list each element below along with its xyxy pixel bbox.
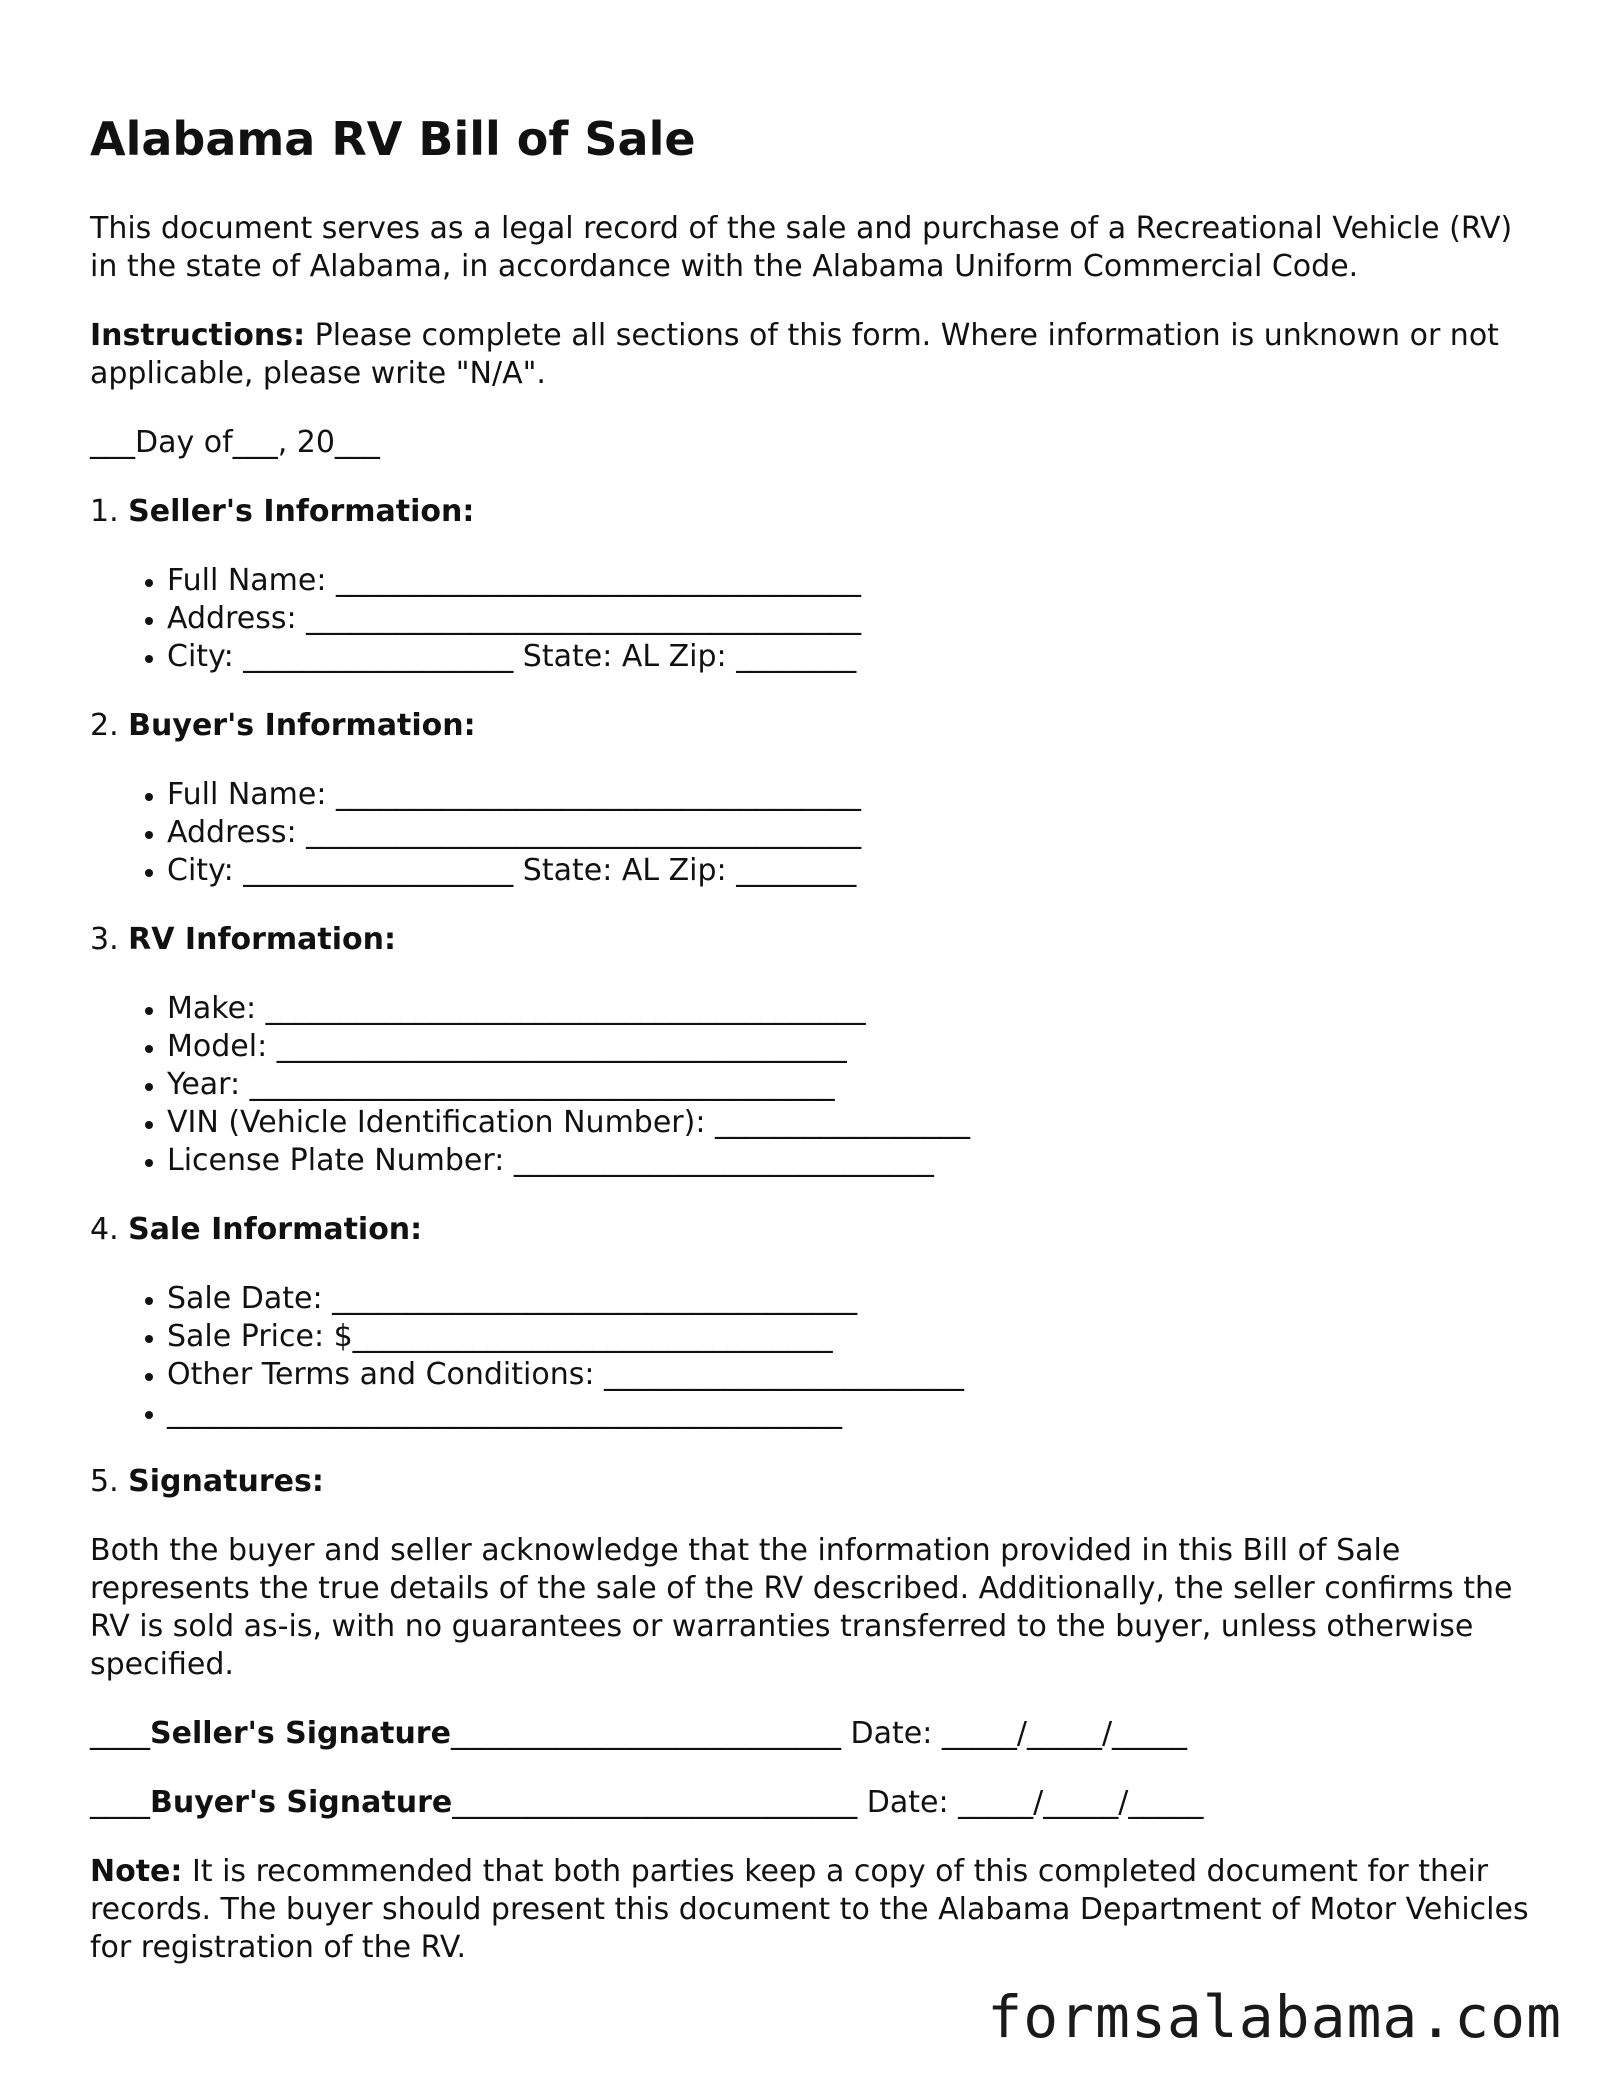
seller-signature-label: Seller's Signature [150, 1716, 451, 1751]
seller-city-state-zip-field[interactable]: • City: __________________ State: AL Zip: ________ [167, 638, 1540, 676]
signature-blank: __________________________ [450, 1716, 841, 1751]
seller-signature-date: Date: _____/_____/_____ [840, 1716, 1188, 1751]
section-number: 4. [90, 1212, 129, 1247]
section-number: 2. [90, 708, 129, 743]
rv-license-plate-field[interactable]: • License Plate Number: ____________________________ [167, 1142, 1540, 1180]
sale-date-field[interactable]: • Sale Date: ___________________________________ [167, 1280, 1540, 1318]
site-watermark: formsalabama.com [987, 1983, 1562, 2051]
intro-paragraph: This document serves as a legal record of the sale and purchase of a Recreational Vehicle (RV) in the state of Alabama, in accordance with the Alabama Uniform Commercial Code. [90, 211, 1513, 284]
section-title: Sale Information: [128, 1212, 423, 1247]
signature-prefix: ____ [90, 1785, 150, 1820]
buyer-section-heading [90, 707, 1540, 745]
sale-price-field[interactable]: • Sale Price: $________________________________ [167, 1318, 1540, 1356]
instructions-paragraph [90, 317, 1540, 393]
document-title: Alabama RV Bill of Sale [90, 112, 696, 166]
note-label: Note: [90, 1854, 183, 1889]
seller-fields-list [90, 562, 1540, 676]
signatures-section-heading [90, 1463, 1540, 1501]
section-number: 3. [90, 922, 129, 957]
rv-vin-field[interactable]: • VIN (Vehicle Identification Number): _________________ [167, 1104, 1540, 1142]
section-title: Seller's Information: [128, 494, 475, 529]
section-title: Signatures: [128, 1464, 324, 1499]
signature-blank: ___________________________ [452, 1785, 858, 1820]
rv-section-heading [90, 921, 1540, 959]
note-text: It is recommended that both parties keep a copy of this completed document for their records. The buyer should present this document to the Alabama Department of Motor Vehicles for registration of the RV. [90, 1854, 1529, 1965]
note-paragraph [90, 1853, 1540, 1967]
sale-section-heading [90, 1211, 1540, 1249]
buyer-fields-list [90, 776, 1540, 890]
section-title: RV Information: [128, 922, 397, 957]
document-page [90, 105, 1540, 1967]
buyer-full-name-field[interactable]: • Full Name: ___________________________________ [167, 776, 1540, 814]
rv-fields-list [90, 990, 1540, 1180]
signature-prefix: ____ [90, 1716, 150, 1751]
seller-address-field[interactable]: • Address: _____________________________________ [167, 600, 1540, 638]
other-terms-continued-field[interactable]: • _____________________________________________ [167, 1394, 1540, 1432]
sale-fields-list [90, 1280, 1540, 1432]
buyer-city-state-zip-field[interactable]: • City: __________________ State: AL Zip: ________ [167, 852, 1540, 890]
section-title: Buyer's Information: [128, 708, 476, 743]
rv-make-field[interactable]: • Make: ________________________________________ [167, 990, 1540, 1028]
rv-year-field[interactable]: • Year: _______________________________________ [167, 1066, 1540, 1104]
acknowledgment-paragraph: Both the buyer and seller acknowledge that the information provided in this Bill of Sale represents the true details of the sale of the RV described. Additionally, the seller confirms the RV is sold as-is, with no guarantees or warranties transferred to the buyer, unless otherwise specified. [90, 1533, 1513, 1682]
section-number: 1. [90, 494, 129, 529]
seller-signature-line[interactable] [90, 1715, 1540, 1753]
rv-model-field[interactable]: • Model: ______________________________________ [167, 1028, 1540, 1066]
seller-full-name-field[interactable]: • Full Name: ___________________________________ [167, 562, 1540, 600]
buyer-signature-date: Date: _____/_____/_____ [857, 1785, 1204, 1820]
seller-section-heading [90, 493, 1540, 531]
section-number: 5. [90, 1464, 129, 1499]
date-line: ___Day of___, 20___ [90, 425, 380, 460]
other-terms-field[interactable]: • Other Terms and Conditions: ________________________ [167, 1356, 1540, 1394]
buyer-address-field[interactable]: • Address: _____________________________________ [167, 814, 1540, 852]
instructions-text: Please complete all sections of this form. Where information is unknown or not applicable, please write "N/A". [90, 318, 1499, 391]
buyer-signature-line[interactable] [90, 1784, 1540, 1822]
buyer-signature-label: Buyer's Signature [150, 1785, 453, 1820]
instructions-label: Instructions: [90, 318, 306, 353]
